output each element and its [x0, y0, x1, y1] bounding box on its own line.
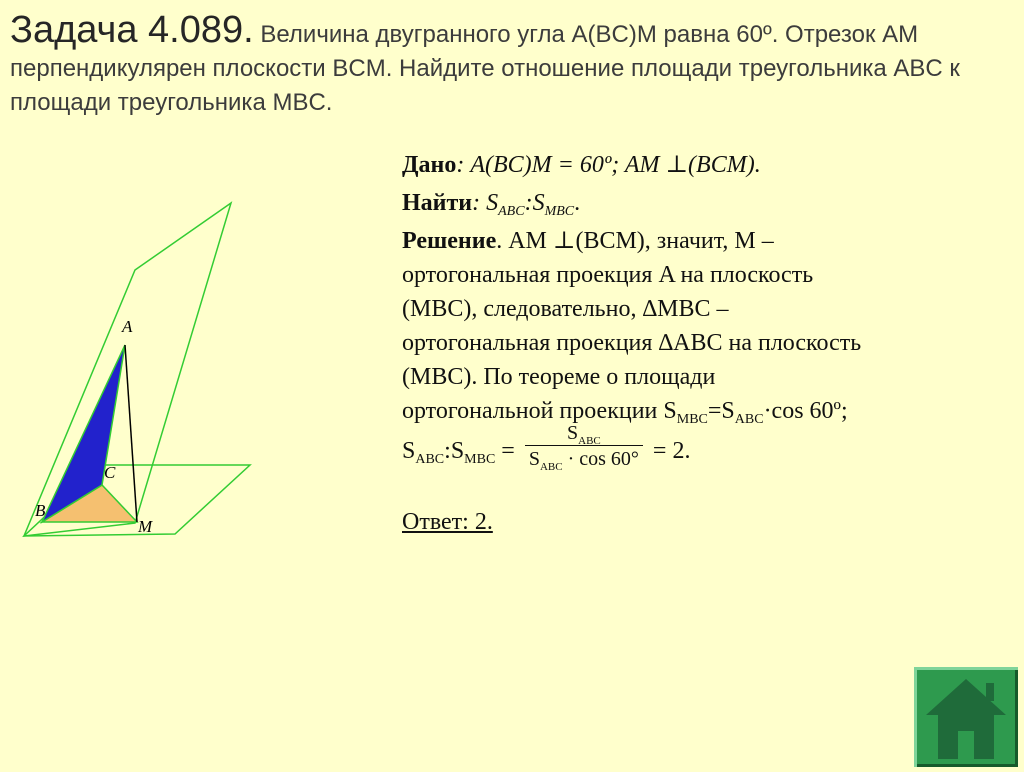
num-s: S — [567, 422, 579, 444]
ratio-line — [402, 422, 1002, 477]
ratio-result: = 2. — [652, 438, 691, 465]
answer: Ответ: 2. — [402, 509, 493, 535]
solution-label: Решение — [402, 228, 497, 254]
geometry-figure — [0, 0, 300, 560]
find-s1: S — [486, 190, 499, 216]
label-a: A — [122, 317, 133, 336]
spacer — [402, 477, 1002, 505]
find-label: Найти — [402, 190, 473, 216]
label-c: C — [104, 463, 116, 482]
solution-block — [402, 148, 1002, 539]
given-label: Дано — [402, 152, 457, 178]
den-cos: · cos 60° — [562, 448, 639, 470]
home-button[interactable] — [914, 667, 1018, 767]
find-sub1: ABC — [498, 204, 525, 219]
solution-line-4: ортогональная проекция ∆ABC на плоскость — [402, 330, 862, 356]
solution-line-3: (MBC), следовательно, ∆MBC – — [402, 296, 729, 322]
find-line — [402, 186, 1002, 220]
find-colon: : — [472, 190, 487, 216]
find-end: . — [574, 190, 581, 216]
solution-line-5: (MBC). По теореме о площади — [402, 364, 716, 390]
ratio-sub2: MBC — [464, 452, 496, 468]
den-sub: ABC — [539, 461, 563, 473]
solution-line-6 — [402, 394, 1002, 428]
solution-text-1: . AM ⊥(BCM), значит, M – — [496, 228, 774, 254]
projection-sub2: ABC — [734, 412, 764, 427]
vertical-plane — [24, 203, 231, 536]
problem-text: Величина двугранного угла A(BC)M равна 60º. Отрезок AM перпендикулярен плоскости BCM. Найдите отношение площади треугольника ABC к площади треугольника MBC. — [10, 21, 960, 116]
fraction-denominator — [525, 447, 643, 471]
projection-cos: ·cos 60º; — [763, 398, 848, 424]
find-s2: :S — [524, 190, 545, 216]
ratio-s2: :S — [444, 438, 465, 465]
projection-sub1: MBC — [676, 412, 708, 427]
projection-eq: =S — [707, 398, 735, 424]
ratio-sub1: ABC — [415, 452, 445, 468]
given-text: : A(BC)M = 60º; AM ⊥(BCM). — [456, 152, 761, 178]
solution-line-1 — [402, 224, 1002, 258]
problem-title: Задача 4.089. — [10, 9, 254, 51]
ratio-fraction — [525, 422, 643, 471]
label-m: M — [138, 517, 153, 536]
den-s: S — [528, 448, 540, 470]
label-b: B — [35, 501, 46, 520]
fraction-numerator — [525, 422, 643, 447]
segment-am — [125, 345, 137, 522]
home-icon — [914, 667, 1018, 767]
projection-text: ортогональной проекции S — [402, 398, 677, 424]
given-line — [402, 148, 1002, 182]
ratio-eq: = — [495, 438, 515, 465]
num-sub: ABC — [578, 435, 601, 447]
ratio-s1: S — [402, 438, 416, 465]
find-sub2: MBC — [544, 204, 575, 219]
solution-line-2: ортогональная проекция A на плоскость — [402, 262, 814, 288]
